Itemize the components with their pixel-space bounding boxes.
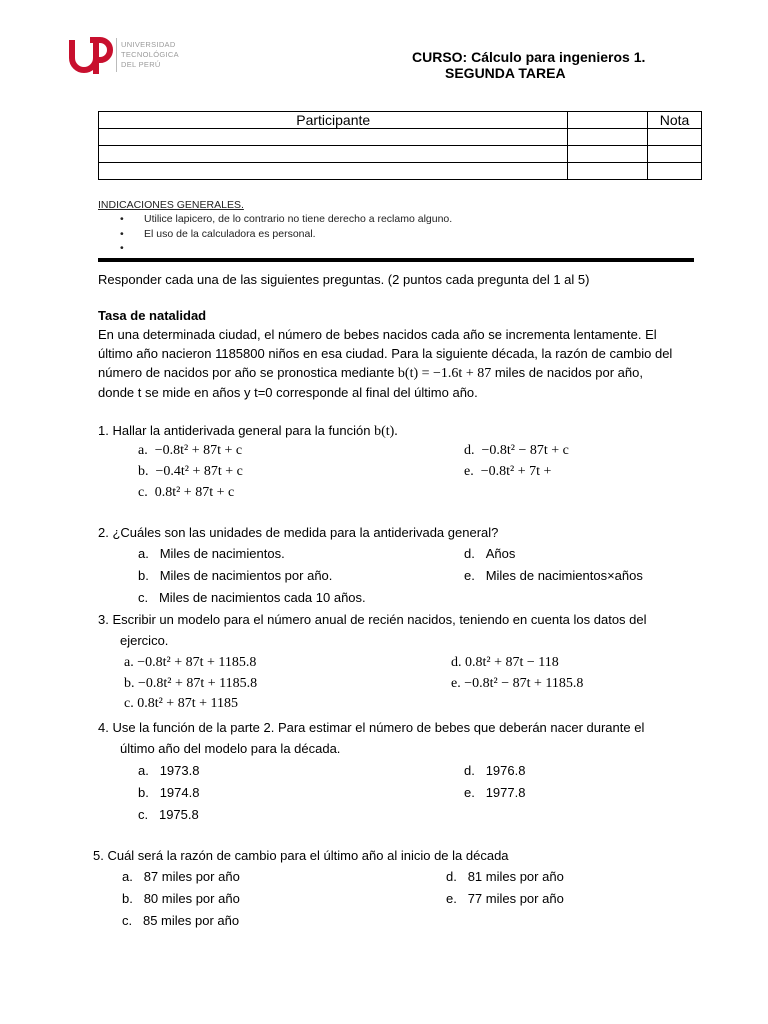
q5-option-e[interactable] — [446, 891, 564, 906]
option-letter: c. — [138, 590, 149, 605]
option-value: 1977.8 — [485, 785, 526, 800]
option-value: 0.8t² + 87t − 118 — [465, 655, 559, 670]
option-letter: a. — [138, 546, 149, 561]
option-value: 87 miles por año — [143, 869, 240, 884]
option-value: −0.8t² + 87t + 1185.8 — [138, 676, 258, 691]
table-row — [99, 163, 702, 180]
question-5: 5. Cuál será la razón de cambio para el último año al inicio de la década — [93, 848, 509, 863]
question-1-function: b(t). — [374, 424, 398, 439]
course-title: CURSO: Cálculo para ingenieros 1. — [412, 49, 646, 65]
rate-function: b(t) = −1.6t + 87 — [397, 366, 492, 381]
q5-option-c[interactable] — [122, 913, 239, 928]
q3-option-d[interactable] — [451, 655, 559, 671]
option-letter: e. — [446, 891, 457, 906]
question-1-text: 1. Hallar la antiderivada general para la función — [98, 423, 371, 438]
option-letter: a. — [122, 869, 133, 884]
q2-option-d[interactable] — [464, 546, 515, 561]
option-letter: c. — [124, 696, 134, 711]
utp-logo — [68, 34, 198, 84]
q4-option-b[interactable] — [138, 785, 199, 800]
instruction-item: • Utilice lapicero, de lo contrario no tiene derecho a reclamo alguno. — [120, 213, 453, 225]
utp-logo-icon — [68, 34, 118, 78]
q2-option-c[interactable] — [138, 590, 366, 605]
question-2: 2. ¿Cuáles son las unidades de medida para la antiderivada general? — [98, 525, 499, 540]
option-value: Miles de nacimientos×años — [485, 568, 643, 583]
participant-cell[interactable] — [99, 146, 568, 163]
instruction-item: • El uso de la calculadora es personal. — [120, 228, 316, 240]
option-value: −0.8t² + 87t + 1185.8 — [137, 655, 257, 670]
question-3-line-1: 3. Escribir un modelo para el número anual de recién nacidos, teniendo en cuenta los datos del — [98, 612, 647, 627]
logo-line-3: DEL PERÚ — [121, 60, 161, 69]
participante-header: Participante — [99, 112, 568, 129]
option-letter: a. — [124, 655, 134, 670]
table-row — [99, 129, 702, 146]
option-letter: d. — [446, 869, 457, 884]
option-letter: d. — [464, 546, 475, 561]
paragraph-line-3 — [98, 363, 702, 383]
q4-option-c[interactable] — [138, 807, 199, 822]
blank-cell[interactable] — [568, 163, 648, 180]
q2-option-a[interactable] — [138, 546, 285, 561]
paragraph-line-3b: miles de nacidos por año, — [494, 365, 643, 380]
paragraph-line-4: donde t se mide en años y t=0 corresponde al final del último año. — [98, 385, 478, 400]
paragraph-line-3a: número de nacidos por año se pronostica mediante — [98, 365, 395, 380]
option-letter: b. — [138, 785, 149, 800]
question-1 — [98, 423, 398, 440]
paragraph-line-1: En una determinada ciudad, el número de bebes nacidos cada año se incrementa lentamente. El — [98, 327, 657, 342]
q4-option-e[interactable] — [464, 785, 525, 800]
logo-line-1: UNIVERSIDAD — [121, 40, 176, 49]
option-value: −0.8t² + 7t + — [480, 464, 552, 479]
option-value: 80 miles por año — [143, 891, 240, 906]
option-value: 0.8t² + 87t + c — [154, 485, 235, 500]
option-value: 1976.8 — [485, 763, 526, 778]
q2-option-e[interactable] — [464, 568, 643, 583]
question-4-line-2: último año del modelo para la década. — [120, 741, 341, 756]
option-value: Miles de nacimientos por año. — [159, 568, 333, 583]
blank-cell[interactable] — [568, 146, 648, 163]
option-letter: a. — [138, 763, 149, 778]
participant-cell[interactable] — [99, 129, 568, 146]
participant-table — [98, 111, 702, 180]
q1-option-c[interactable] — [138, 485, 234, 501]
table-header-row — [99, 112, 702, 129]
intro-text: Responder cada una de las siguientes preguntas. (2 puntos cada pregunta del 1 al 5) — [98, 272, 590, 287]
problem-paragraph — [98, 325, 702, 402]
option-letter: e. — [464, 464, 474, 479]
section-title: Tasa de natalidad — [98, 308, 207, 323]
option-value: 1975.8 — [158, 807, 199, 822]
option-value: 1974.8 — [159, 785, 200, 800]
q1-option-b[interactable] — [138, 464, 243, 480]
option-value: 81 miles por año — [467, 869, 564, 884]
option-value: −0.8t² − 87t + 1185.8 — [464, 676, 584, 691]
option-value: 1973.8 — [159, 763, 200, 778]
option-value: 77 miles por año — [467, 891, 564, 906]
instructions-title: INDICACIONES GENERALES. — [98, 199, 244, 211]
option-letter: b. — [138, 464, 149, 479]
q4-option-a[interactable] — [138, 763, 199, 778]
grade-cell[interactable] — [648, 129, 702, 146]
q3-option-e[interactable] — [451, 676, 583, 692]
option-value: −0.4t² + 87t + c — [155, 464, 243, 479]
option-value: Años — [485, 546, 516, 561]
option-value: 85 miles por año — [142, 913, 240, 928]
q3-option-a[interactable] — [124, 655, 256, 671]
option-letter: d. — [451, 655, 462, 670]
q1-option-e[interactable] — [464, 464, 551, 480]
option-letter: c. — [138, 807, 149, 822]
logo-text — [121, 40, 179, 70]
assignment-title: SEGUNDA TAREA — [445, 65, 566, 81]
q4-option-d[interactable] — [464, 763, 525, 778]
grade-cell[interactable] — [648, 146, 702, 163]
q1-option-d[interactable] — [464, 443, 569, 459]
option-value: 0.8t² + 87t + 1185 — [137, 696, 238, 711]
option-letter: b. — [138, 568, 149, 583]
option-letter: e. — [464, 568, 475, 583]
option-letter: d. — [464, 443, 475, 458]
q5-option-b[interactable] — [122, 891, 240, 906]
option-letter: e. — [464, 785, 475, 800]
blank-cell[interactable] — [568, 129, 648, 146]
option-letter: a. — [138, 443, 148, 458]
nota-header: Nota — [648, 112, 702, 129]
option-value: Miles de nacimientos cada 10 años. — [158, 590, 366, 605]
option-letter: b. — [124, 676, 135, 691]
grade-cell[interactable] — [648, 163, 702, 180]
paragraph-line-2: último año nacieron 1185800 niños en esa ciudad. Para la siguiente década, la razón de cambio del — [98, 346, 673, 361]
logo-line-2: TECNOLÓGICA — [121, 50, 179, 59]
option-letter: e. — [451, 676, 461, 691]
instruction-text: Utilice lapicero, de lo contrario no tiene derecho a reclamo alguno. — [144, 213, 453, 225]
instruction-item: • — [120, 242, 124, 254]
q3-option-c[interactable] — [124, 696, 238, 712]
question-3-line-2: ejercico. — [120, 633, 169, 648]
option-value: −0.8t² − 87t + c — [481, 443, 569, 458]
q1-option-a[interactable] — [138, 443, 242, 459]
q5-option-d[interactable] — [446, 869, 564, 884]
logo-divider — [116, 38, 117, 72]
option-letter: c. — [138, 485, 148, 500]
q5-option-a[interactable] — [122, 869, 240, 884]
table-row — [99, 146, 702, 163]
option-value: Miles de nacimientos. — [159, 546, 285, 561]
empty-header-cell — [568, 112, 648, 129]
q2-option-b[interactable] — [138, 568, 332, 583]
option-letter: b. — [122, 891, 133, 906]
instruction-text: El uso de la calculadora es personal. — [144, 228, 316, 240]
option-value: −0.8t² + 87t + c — [154, 443, 243, 458]
option-letter: d. — [464, 763, 475, 778]
participant-cell[interactable] — [99, 163, 568, 180]
option-letter: c. — [122, 913, 133, 928]
divider-rule — [98, 258, 694, 262]
question-4-line-1: 4. Use la función de la parte 2. Para estimar el número de bebes que deberán nacer durante el — [98, 720, 645, 735]
q3-option-b[interactable] — [124, 676, 257, 692]
